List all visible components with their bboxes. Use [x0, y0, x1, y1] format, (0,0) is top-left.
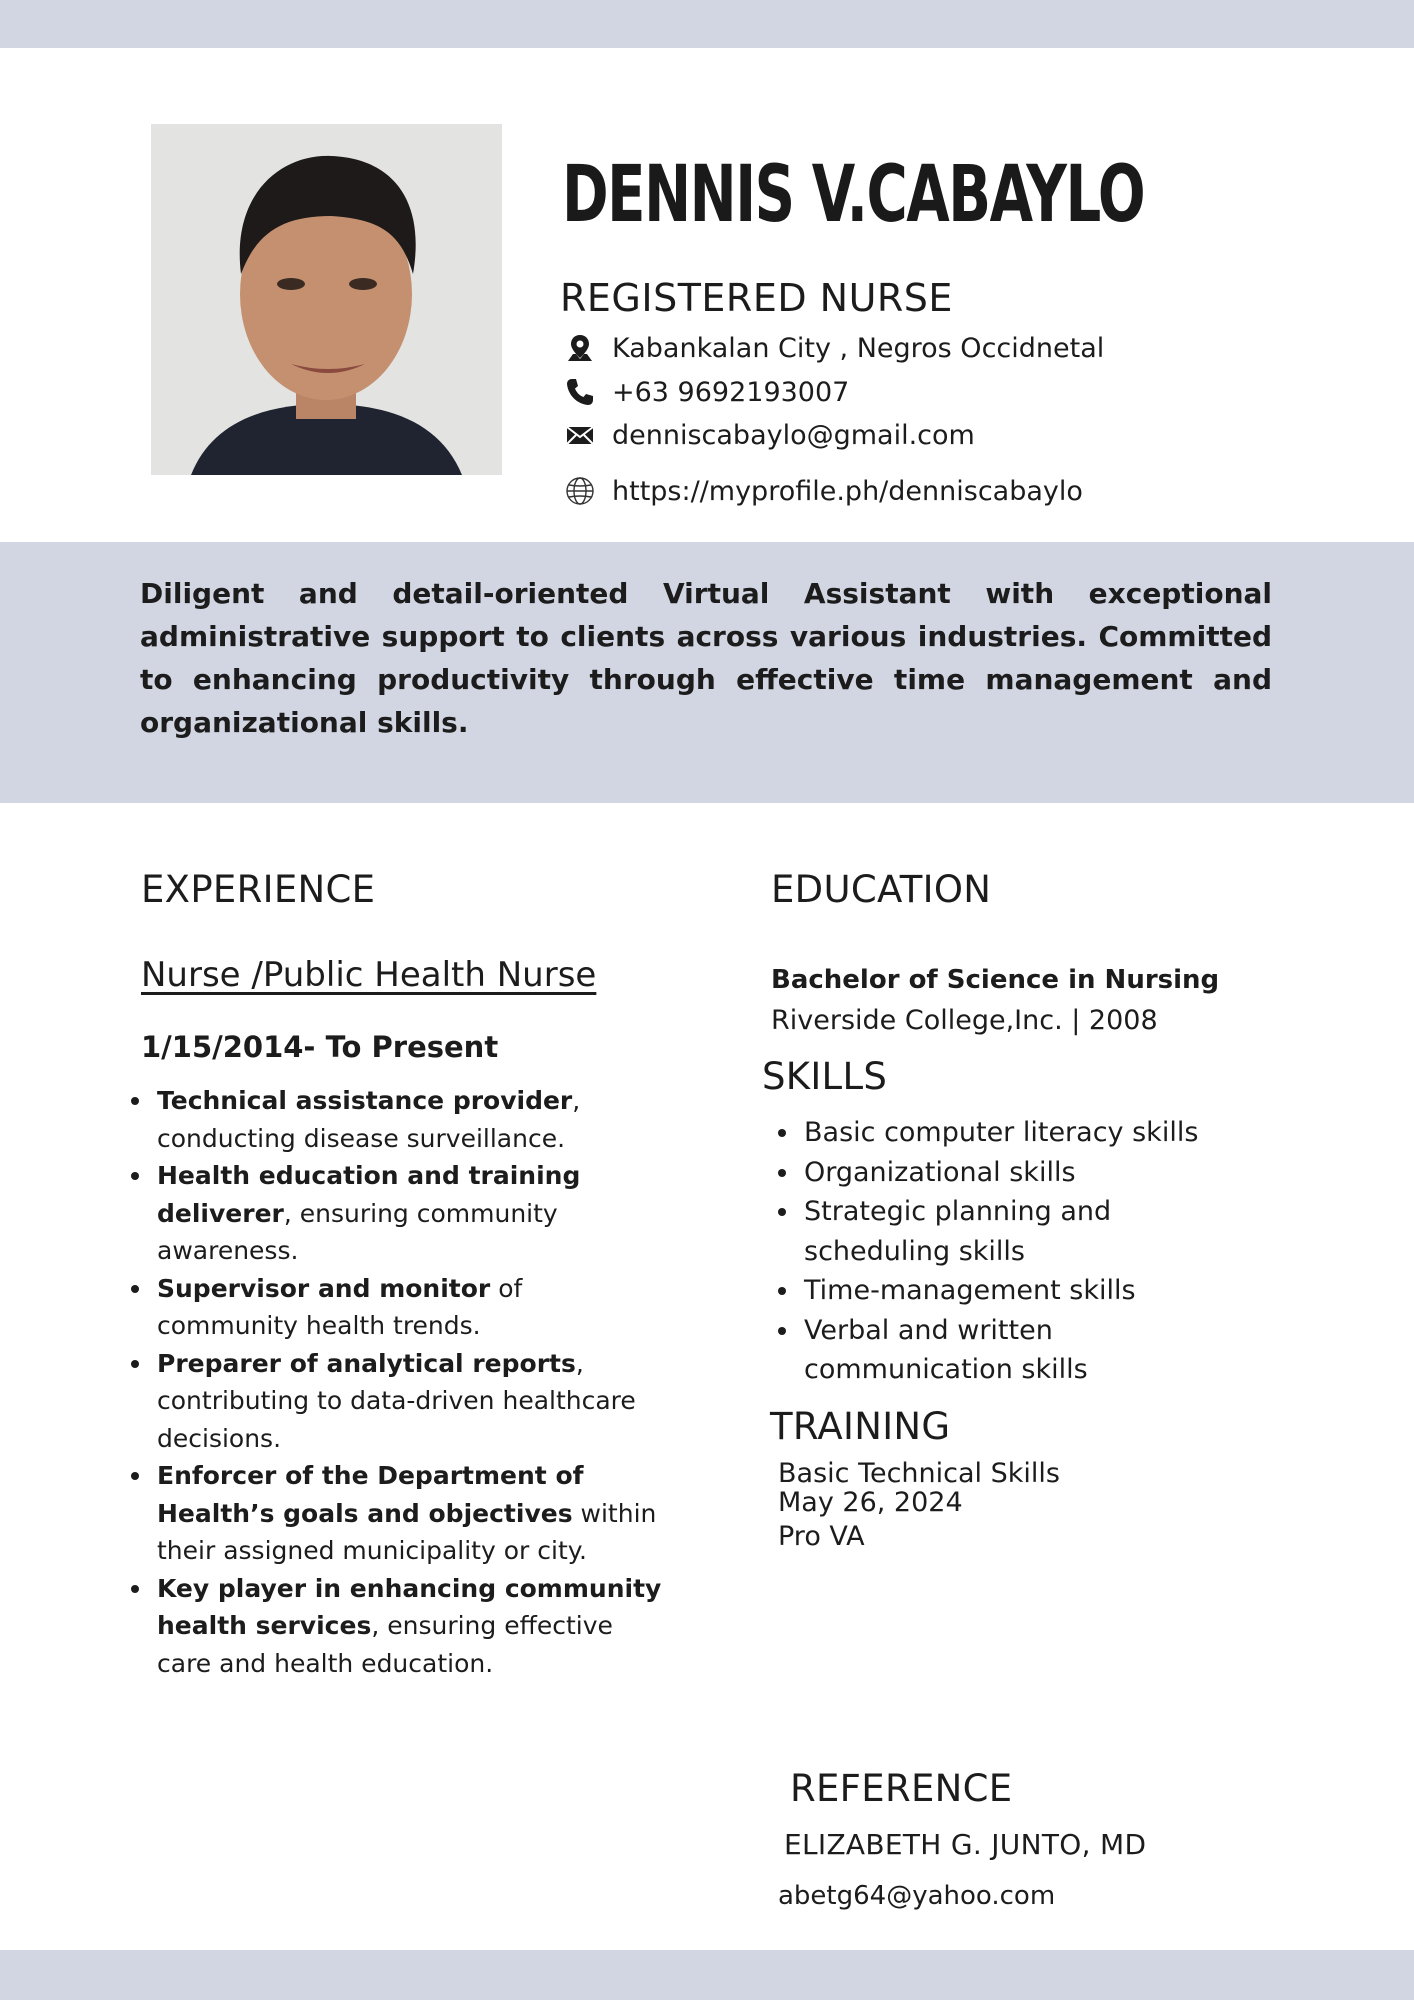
contact-website [562, 473, 1083, 509]
list-item: Time-management skills [804, 1271, 1264, 1311]
top-band [0, 0, 1414, 48]
training-course: Basic Technical Skills [778, 1458, 1060, 1489]
education-school: Riverside College,Inc. | 2008 [771, 1005, 1158, 1036]
list-item: Organizational skills [804, 1153, 1264, 1193]
profile-summary: Diligent and detail-oriented Virtual Assistant with exceptional administrative support to clients across various industries. Committed to enhancing productivity through effective time management and organizational skills. [140, 577, 1272, 739]
list-item: Health education and training deliverer, ensuring community awareness. [157, 1157, 667, 1270]
experience-heading: EXPERIENCE [141, 868, 376, 911]
contact-phone-text: +63 9692193007 [612, 376, 850, 408]
profile-photo [151, 124, 502, 475]
contact-email [562, 417, 975, 453]
candidate-name: DENNIS V.CABAYLO [562, 150, 1145, 240]
contact-email-text: denniscabaylo@gmail.com [612, 419, 975, 451]
bottom-band [0, 1950, 1414, 2000]
reference-email: abetg64@yahoo.com [778, 1881, 1056, 1911]
list-item: Enforcer of the Department of Health’s goals and objectives within their assigned municipality or city. [157, 1457, 667, 1570]
experience-list [157, 1082, 667, 1682]
list-item: Technical assistance provider, conducting disease surveillance. [157, 1082, 667, 1157]
list-item: Preparer of analytical reports, contributing to data-driven healthcare decisions. [157, 1345, 667, 1458]
reference-heading: REFERENCE [790, 1767, 1013, 1810]
candidate-role: REGISTERED NURSE [560, 276, 953, 320]
reference-name: ELIZABETH G. JUNTO, MD [784, 1828, 1147, 1861]
training-provider: Pro VA [778, 1521, 865, 1552]
training-date: May 26, 2024 [778, 1487, 963, 1518]
training-heading: TRAINING [770, 1405, 951, 1448]
skills-heading: SKILLS [762, 1055, 888, 1098]
contact-location-text: Kabankalan City , Negros Occidnetal [612, 332, 1105, 364]
phone-icon [562, 374, 598, 410]
list-item: Verbal and written communication skills [804, 1311, 1264, 1390]
globe-icon [562, 473, 598, 509]
list-item: Key player in enhancing community health services, ensuring effective care and health education. [157, 1570, 667, 1683]
list-item: Basic computer literacy skills [804, 1113, 1264, 1153]
envelope-icon [562, 417, 598, 453]
contact-website-text: https://myprofile.ph/denniscabaylo [612, 475, 1083, 507]
list-item: Supervisor and monitor of community health trends. [157, 1270, 667, 1345]
education-degree: Bachelor of Science in Nursing [771, 965, 1220, 995]
list-item: Strategic planning and scheduling skills [804, 1192, 1264, 1271]
job-title: Nurse /Public Health Nurse [141, 955, 597, 995]
contact-phone [562, 374, 849, 410]
job-date: 1/15/2014- To Present [141, 1030, 499, 1064]
skills-list [804, 1113, 1264, 1390]
location-pin-icon [562, 330, 598, 366]
contact-location [562, 330, 1104, 366]
education-heading: EDUCATION [771, 868, 992, 911]
